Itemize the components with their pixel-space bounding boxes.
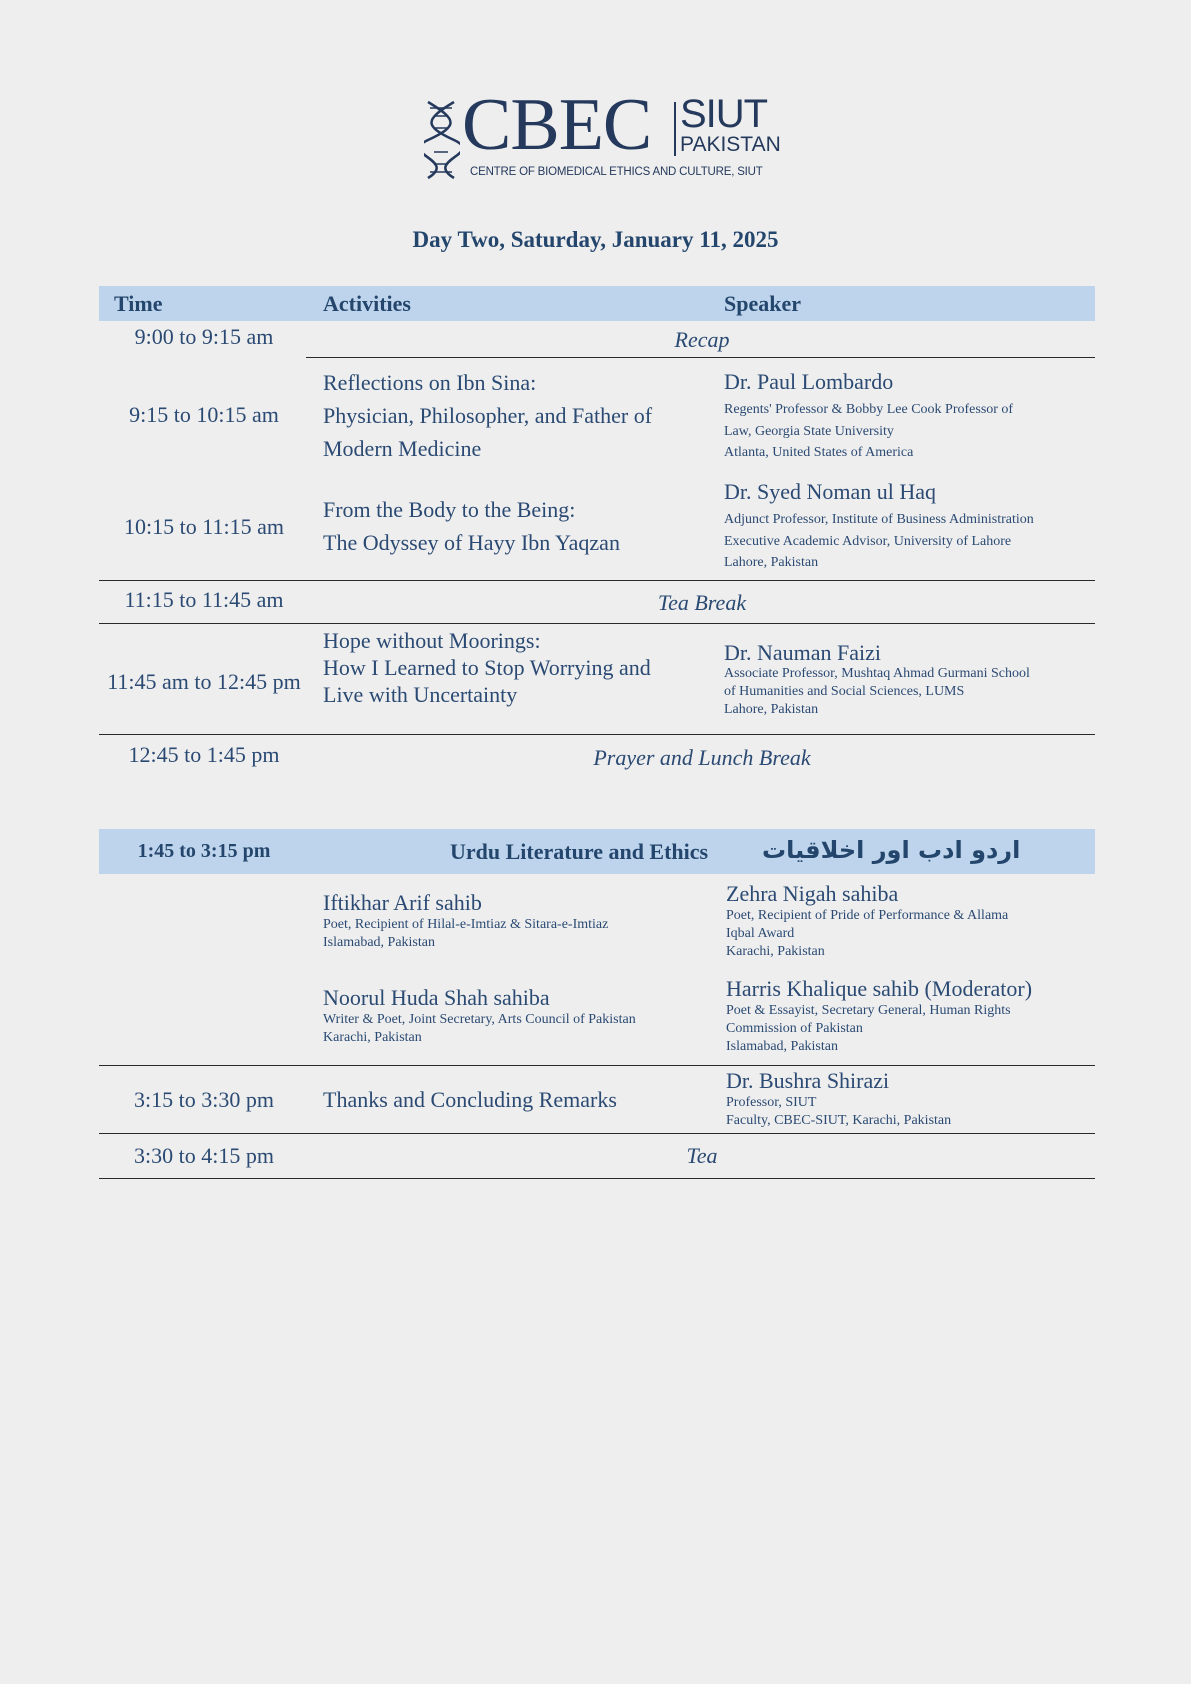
speaker-details — [724, 509, 1094, 574]
table-header — [99, 286, 1095, 321]
panelist-detail-line: Commission of Pakistan — [726, 1021, 863, 1036]
header-speaker: Speaker — [724, 291, 801, 316]
break-label: Tea Break — [657, 590, 747, 615]
row-divider — [306, 357, 1095, 358]
panelist-name: Noorul Huda Shah sahiba — [323, 985, 550, 1010]
session-title: Urdu Literature and Ethics — [450, 839, 709, 864]
panelist-detail-line: Islamabad, Pakistan — [726, 1039, 838, 1054]
panelist-detail-line: Karachi, Pakistan — [323, 1030, 422, 1045]
activity-line: Physician, Philosopher, and Father of — [323, 403, 653, 428]
activity-line: How I Learned to Stop Worrying and — [323, 655, 651, 680]
panelist-name: Harris Khalique sahib (Moderator) — [726, 976, 1033, 1001]
activity-line: Live with Uncertainty — [323, 682, 518, 707]
activity-line: The Odyssey of Hayy Ibn Yaqzan — [323, 530, 620, 555]
activity-cell — [323, 627, 703, 708]
time-cell: 9:00 to 9:15 am — [134, 324, 274, 349]
break-label: Tea — [686, 1143, 718, 1168]
activity-cell: Thanks and Concluding Remarks — [323, 1087, 617, 1112]
cbec-logo — [424, 84, 781, 186]
panelist-details — [323, 1011, 703, 1047]
time-cell: 11:15 to 11:45 am — [124, 587, 284, 612]
row-divider — [99, 1065, 1095, 1066]
logo-wordmark: CBEC — [462, 84, 652, 166]
row-divider — [99, 580, 1095, 581]
header-time: Time — [114, 291, 163, 316]
logo-divider — [674, 102, 676, 156]
activity-cell — [323, 493, 703, 559]
time-cell: 10:15 to 11:15 am — [124, 514, 284, 539]
activity-cell — [323, 366, 703, 465]
speaker-detail-line: Regents' Professor & Bobby Lee Cook Professor of — [724, 402, 1014, 417]
panelist-detail-line: Writer & Poet, Joint Secretary, Arts Council of Pakistan — [323, 1012, 636, 1027]
logo-tagline: CENTRE OF BIOMEDICAL ETHICS AND CULTURE, SIUT — [470, 166, 763, 178]
break-label: Prayer and Lunch Break — [593, 745, 811, 770]
speaker-name: Dr. Paul Lombardo — [724, 369, 894, 394]
time-cell: 3:15 to 3:30 pm — [134, 1087, 274, 1112]
speaker-details — [726, 1094, 1086, 1130]
time-cell: 9:15 to 10:15 am — [129, 402, 279, 427]
row-divider — [99, 1178, 1095, 1179]
panelist-detail-line: Islamabad, Pakistan — [323, 935, 435, 950]
speaker-name: Dr. Nauman Faizi — [724, 640, 882, 665]
speaker-detail-line: Adjunct Professor, Institute of Business Administration — [724, 512, 1034, 527]
time-cell: 3:30 to 4:15 pm — [134, 1143, 274, 1168]
day-title: Day Two, Saturday, January 11, 2025 — [412, 227, 779, 252]
panelist-name: Zehra Nigah sahiba — [726, 881, 899, 906]
speaker-details — [724, 399, 1084, 464]
activity-line: Hope without Moorings: — [323, 628, 541, 653]
speaker-detail-line: Lahore, Pakistan — [724, 555, 819, 570]
panelist-details — [726, 907, 1066, 961]
panelist-name: Iftikhar Arif sahib — [323, 890, 482, 915]
speaker-detail-line: of Humanities and Social Sciences, LUMS — [724, 684, 965, 699]
logo-siut: SIUT — [680, 92, 768, 136]
activity-line: Modern Medicine — [323, 436, 482, 461]
time-cell: 11:45 am to 12:45 pm — [107, 669, 301, 694]
panelist-detail-line: Poet, Recipient of Pride of Performance & Allama — [726, 908, 1009, 923]
row-divider — [99, 1133, 1095, 1134]
speaker-name: Dr. Bushra Shirazi — [726, 1068, 890, 1093]
panelist-detail-line: Poet & Essayist, Secretary General, Human Rights — [726, 1003, 1011, 1018]
panelist-detail-line: Poet, Recipient of Hilal-e-Imtiaz & Sitara-e-Imtiaz — [323, 917, 609, 932]
activity-line: From the Body to the Being: — [323, 497, 576, 522]
panelist-details — [726, 1002, 1066, 1056]
row-divider — [99, 623, 1095, 624]
speaker-detail-line: Associate Professor, Mushtaq Ahmad Gurmani School — [724, 666, 1030, 681]
panelist-details — [323, 916, 703, 952]
header-activities: Activities — [323, 291, 411, 316]
speaker-detail-line: Executive Academic Advisor, University of Lahore — [724, 533, 1012, 549]
speaker-detail-line: Atlanta, United States of America — [724, 445, 914, 460]
speaker-detail-line: Law, Georgia State University — [724, 423, 894, 439]
speaker-detail-line: Faculty, CBEC-SIUT, Karachi, Pakistan — [726, 1113, 952, 1128]
speaker-detail-line: Lahore, Pakistan — [724, 702, 819, 717]
logo-pakistan: PAKISTAN — [680, 133, 781, 156]
session-title-urdu: اردو ادب اور اخلاقیات — [762, 836, 1021, 864]
speaker-details — [724, 665, 1094, 719]
dna-helix-icon — [424, 100, 460, 180]
break-label: Recap — [674, 327, 730, 352]
row-divider — [99, 734, 1095, 735]
speaker-detail-line: Professor, SIUT — [726, 1095, 817, 1110]
activity-line: Reflections on Ibn Sina: — [323, 370, 537, 395]
panelist-detail-line: Karachi, Pakistan — [726, 944, 825, 959]
speaker-name: Dr. Syed Noman ul Haq — [724, 479, 937, 504]
panelist-detail-line: Iqbal Award — [726, 926, 795, 941]
session-time: 1:45 to 3:15 pm — [137, 840, 271, 862]
time-cell: 12:45 to 1:45 pm — [128, 742, 280, 767]
